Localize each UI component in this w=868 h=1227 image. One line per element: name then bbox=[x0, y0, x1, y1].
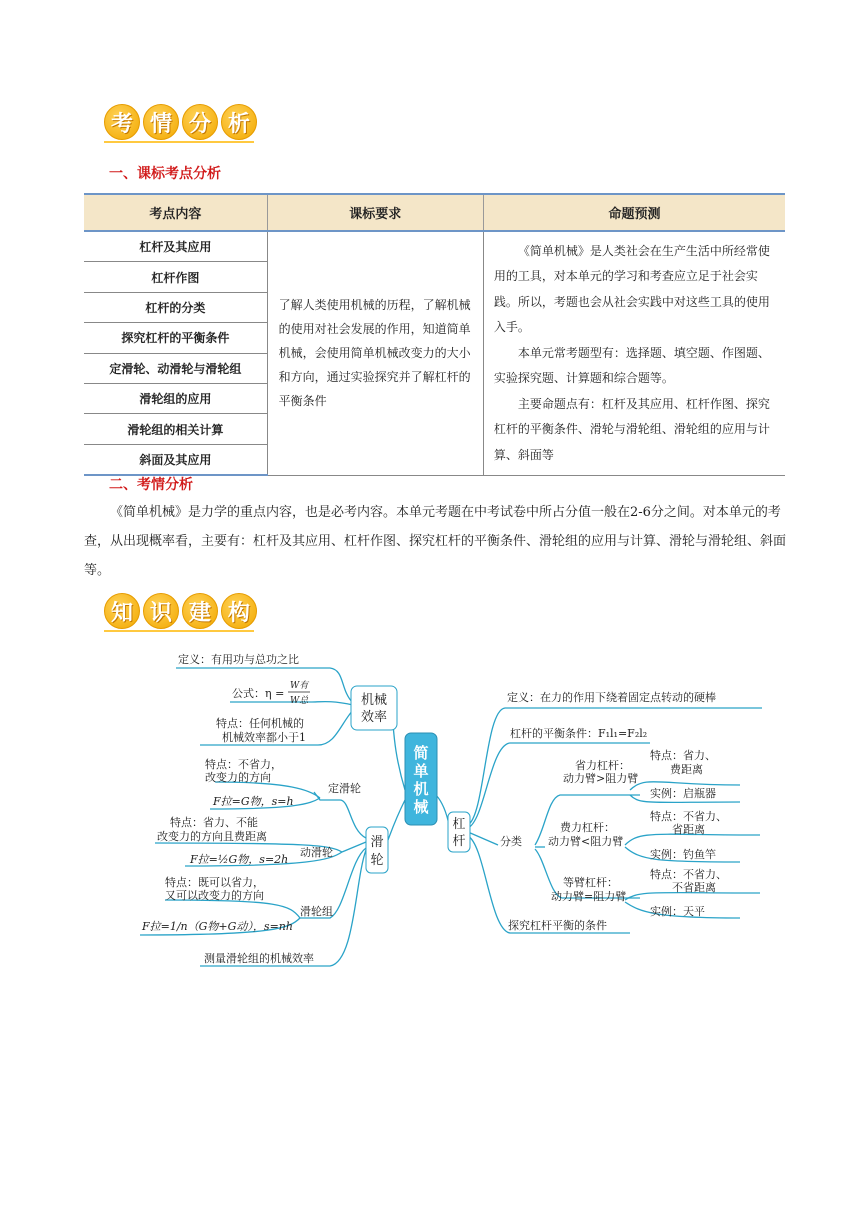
banner-char: 分 bbox=[182, 104, 218, 140]
pulley-group-feature: 特点：既可以省力， bbox=[165, 876, 264, 889]
pulley-movable-formula: F拉=½G物，s=2h bbox=[190, 853, 289, 866]
lever-explore: 探究杠杆平衡的条件 bbox=[508, 919, 607, 932]
banner-char: 知 bbox=[104, 593, 140, 629]
banner-char: 构 bbox=[221, 593, 257, 629]
section-heading-analysis: 二、考情分析 bbox=[109, 477, 193, 493]
lever-equal-example: 实例：天平 bbox=[650, 905, 705, 918]
lever-equal-feature: 特点：不省力、 bbox=[650, 868, 727, 881]
pulley-group-feature: 又可以改变力的方向 bbox=[165, 889, 264, 902]
table-point: 定滑轮、动滑轮与滑轮组 bbox=[84, 353, 267, 383]
table-header: 命题预测 bbox=[483, 194, 785, 231]
banner-char: 析 bbox=[221, 104, 257, 140]
lever-costing-example: 实例：钓鱼竿 bbox=[650, 848, 716, 861]
efficiency-feature: 特点：任何机械的 bbox=[216, 717, 304, 730]
efficiency-definition: 定义：有用功与总功之比 bbox=[178, 653, 299, 666]
lever-equal-feature: 不省距离 bbox=[672, 881, 716, 894]
table-point: 斜面及其应用 bbox=[84, 444, 267, 475]
efficiency-feature: 机械效率都小于1 bbox=[222, 731, 306, 744]
efficiency-formula-prefix: 公式：η = bbox=[232, 687, 285, 700]
lever-definition: 定义：在力的作用下绕着固定点转动的硬棒 bbox=[507, 691, 716, 704]
prediction-paragraph: 本单元常考题型有：选择题、填空题、作图题、实验探究题、计算题和综合题等。 bbox=[493, 345, 770, 386]
banner-char: 识 bbox=[143, 593, 179, 629]
lever-classify: 分类 bbox=[500, 835, 522, 848]
table-point: 探究杠杆的平衡条件 bbox=[84, 323, 267, 353]
node-label-line: 滑 bbox=[370, 835, 384, 850]
pulley-movable-feature: 特点：省力、不能 bbox=[170, 816, 258, 829]
pulley-fixed-feature: 特点：不省力， bbox=[205, 758, 282, 771]
lever-costing-feature: 特点：不省力、 bbox=[650, 810, 727, 823]
lever-costing-feature: 省距离 bbox=[672, 823, 705, 836]
pulley-movable-feature: 改变力的方向且费距离 bbox=[157, 830, 267, 843]
pulley-measure: 测量滑轮组的机械效率 bbox=[204, 952, 314, 965]
section-heading-standards: 一、课标考点分析 bbox=[109, 166, 221, 182]
node-label-line: 效率 bbox=[360, 710, 388, 725]
lever-saving-feature: 费距离 bbox=[670, 763, 703, 776]
center-char: 单 bbox=[413, 762, 429, 780]
lever-balance: 杠杆的平衡条件：F₁l₁=F₂l₂ bbox=[510, 727, 648, 740]
center-char: 简 bbox=[413, 744, 429, 762]
lever-saving: 动力臂>阻力臂 bbox=[563, 772, 639, 785]
prediction-paragraph: 《简单机械》是人类社会在生产生活中所经常使用的工具，对本单元的学习和考查应立足于社会实践。所以，考题也会从社会实践中对这些工具的使用入手。 bbox=[493, 243, 770, 335]
node-label-line: 杆 bbox=[452, 834, 466, 849]
lever-saving: 省力杠杆： bbox=[575, 759, 630, 772]
pulley-fixed-formula: F拉=G物，s=h bbox=[213, 795, 294, 808]
table-point: 杠杆作图 bbox=[84, 262, 267, 292]
table-point: 滑轮组的应用 bbox=[84, 383, 267, 413]
table-point: 滑轮组的相关计算 bbox=[84, 414, 267, 444]
banner-char: 情 bbox=[143, 104, 179, 140]
pulley-group-formula: F拉=1/n（G物+G动），s=nh bbox=[142, 920, 293, 933]
lever-equal: 等臂杠杆： bbox=[563, 876, 618, 889]
efficiency-formula-denominator: W总 bbox=[290, 696, 309, 706]
lever-saving-feature: 特点：省力、 bbox=[650, 749, 716, 762]
pulley-fixed-feature: 改变力的方向 bbox=[205, 771, 271, 784]
pulley-movable: 动滑轮 bbox=[300, 846, 333, 859]
table-point: 杠杆及其应用 bbox=[84, 231, 267, 262]
pulley-group: 滑轮组 bbox=[300, 905, 333, 918]
lever-costing: 费力杠杆： bbox=[560, 821, 615, 834]
table-point: 杠杆的分类 bbox=[84, 292, 267, 322]
efficiency-formula-numerator: W有 bbox=[290, 681, 309, 691]
banner-char: 建 bbox=[182, 593, 218, 629]
node-label-line: 杠 bbox=[452, 817, 466, 832]
node-label-line: 轮 bbox=[370, 853, 384, 868]
pulley-fixed: 定滑轮 bbox=[328, 782, 361, 795]
table-header: 考点内容 bbox=[84, 194, 267, 231]
lever-costing: 动力臂<阻力臂 bbox=[548, 835, 624, 848]
center-char: 械 bbox=[413, 798, 429, 816]
banner-char: 考 bbox=[104, 104, 140, 140]
lever-saving-example: 实例：启瓶器 bbox=[650, 787, 716, 800]
analysis-paragraph: 《简单机械》是力学的重点内容，也是必考内容。本单元考题在中考试卷中所占分值一般在2-6分之间。对本单元的考查，从出现概率看，主要有：杠杆及其应用、杠杆作图、探究杠杆的平衡条件、滑轮组的应用与计算、滑轮与滑轮组、斜面等。 bbox=[84, 505, 787, 578]
node-label-line: 机械 bbox=[360, 693, 388, 708]
table-header: 课标要求 bbox=[267, 194, 483, 231]
prediction-paragraph: 主要命题点有：杠杆及其应用、杠杆作图、探究杠杆的平衡条件、滑轮与滑轮组、滑轮组的应用与计算、斜面等 bbox=[493, 396, 770, 462]
lever-equal: 动力臂=阻力臂 bbox=[551, 890, 627, 903]
center-char: 机 bbox=[413, 780, 429, 798]
table-requirement: 了解人类使用机械的历程，了解机械的使用对社会发展的作用，知道简单机械，会使用简单机械改变力的大小和方向，通过实验探究并了解杠杆的平衡条件 bbox=[267, 231, 483, 475]
